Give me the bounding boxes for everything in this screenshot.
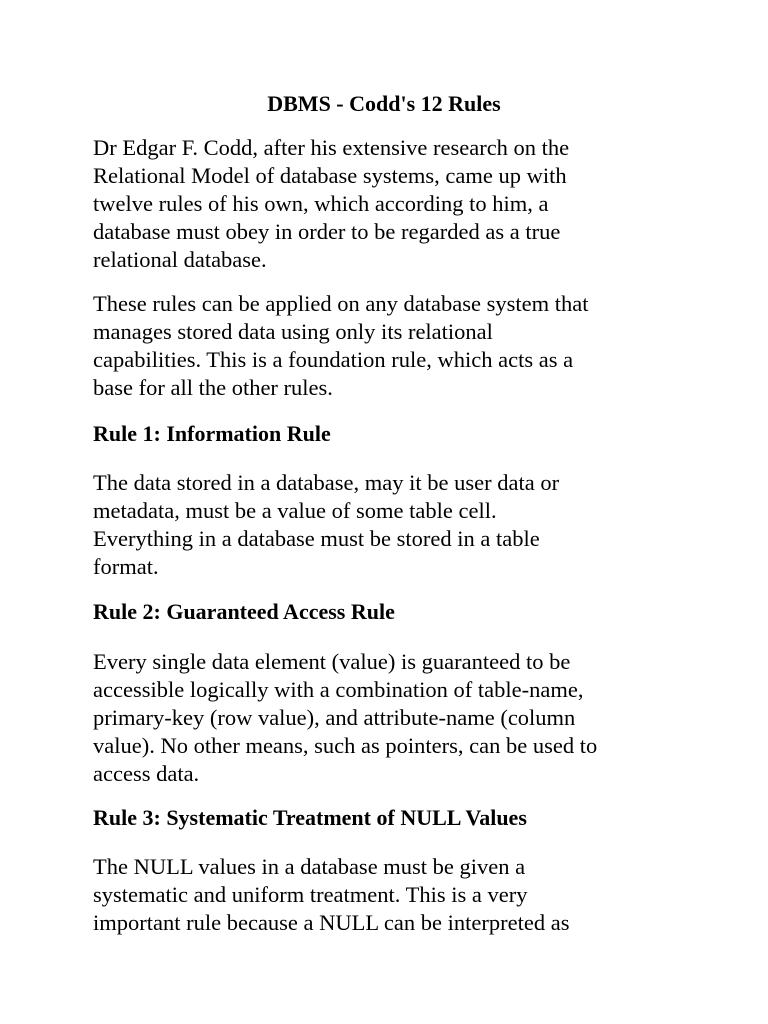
intro-paragraph xyxy=(93,134,733,274)
paragraph-line: base for all the other rules. xyxy=(93,375,333,400)
paragraph-line: Dr Edgar F. Codd, after his extensive research on the xyxy=(93,135,570,160)
paragraph-line: Relational Model of database systems, came up with xyxy=(93,163,567,188)
rule-2-paragraph xyxy=(93,648,733,788)
paragraph-line: value). No other means, such as pointers, can be used to xyxy=(93,733,598,758)
rule-3-heading: Rule 3: Systematic Treatment of NULL Values xyxy=(93,805,527,830)
paragraph-line: primary-key (row value), and attribute-name (column xyxy=(93,705,576,730)
paragraph-line: systematic and uniform treatment. This is a very xyxy=(93,882,528,907)
paragraph-line: The NULL values in a database must be given a xyxy=(93,854,526,879)
rule-1-heading: Rule 1: Information Rule xyxy=(93,421,331,446)
paragraph-line: accessible logically with a combination of table-name, xyxy=(93,677,584,702)
rule-3-paragraph xyxy=(93,853,733,937)
paragraph-line: relational database. xyxy=(93,247,267,272)
rule-2-heading: Rule 2: Guaranteed Access Rule xyxy=(93,599,395,624)
paragraph-line: twelve rules of his own, which according to him, a xyxy=(93,191,549,216)
paragraph-line: format. xyxy=(93,554,159,579)
paragraph-line: The data stored in a database, may it be user data or xyxy=(93,470,560,495)
page-title: DBMS - Codd's 12 Rules xyxy=(267,91,501,116)
paragraph-line: access data. xyxy=(93,761,200,786)
paragraph-line: database must obey in order to be regarded as a true xyxy=(93,219,561,244)
paragraph-line: Every single data element (value) is guaranteed to be xyxy=(93,649,571,674)
paragraph-line: manages stored data using only its relational xyxy=(93,319,493,344)
foundation-paragraph xyxy=(93,290,733,402)
rule-1-paragraph xyxy=(93,469,733,581)
paragraph-line: metadata, must be a value of some table cell. xyxy=(93,498,497,523)
paragraph-line: Everything in a database must be stored in a table xyxy=(93,526,540,551)
paragraph-line: important rule because a NULL can be interpreted as xyxy=(93,910,570,935)
paragraph-line: These rules can be applied on any database system that xyxy=(93,291,589,316)
paragraph-line: capabilities. This is a foundation rule, which acts as a xyxy=(93,347,574,372)
